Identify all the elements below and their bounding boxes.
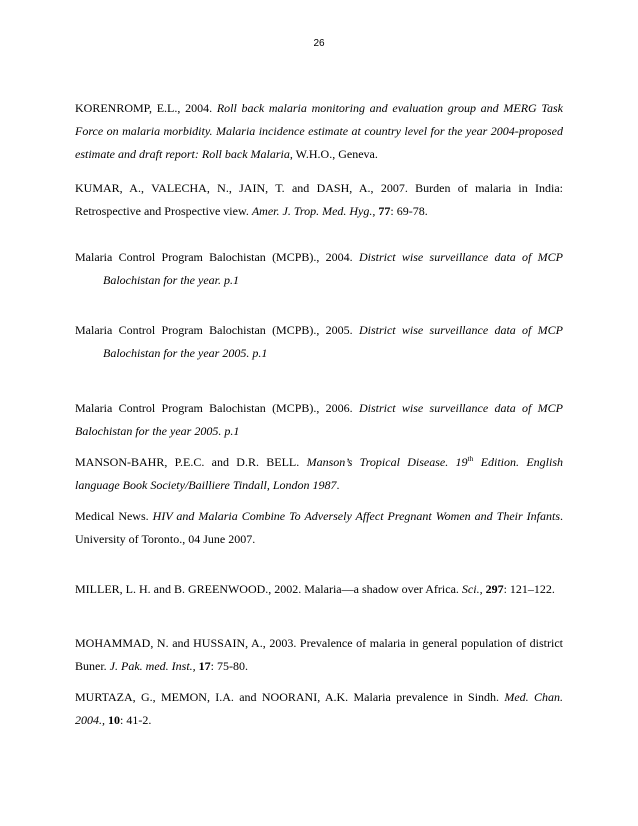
reference-text-part: Malaria Control Program Balochistan (MCPB)., 2004.	[75, 250, 359, 264]
reference-murtaza-2004	[75, 686, 563, 732]
reference-text-part: District wise surveillance data of MCP Balochistan for the year 2005. p.1	[103, 323, 563, 360]
reference-text-part: Med. Chan. 2004.,	[75, 690, 563, 727]
reference-text-part: . University of Toronto., 04 June 2007.	[75, 509, 563, 546]
reference-text-part: MURTAZA, G., MEMON, I.A. and NOORANI, A.K. Malaria prevalence in Sindh.	[75, 690, 505, 704]
reference-kumar-2007	[75, 177, 563, 223]
reference-text-part: Edition. English language Book Society/Bailliere Tindall, London 1987	[75, 455, 563, 492]
reference-text-part: HIV and Malaria Combine To Adversely Affect Pregnant Women and Their Infants	[152, 509, 560, 523]
reference-mohammad-2003	[75, 632, 563, 678]
reference-text-part: th	[467, 454, 474, 463]
reference-text-part: KORENROMP, E.L., 2004.	[75, 101, 217, 115]
reference-miller-2002	[75, 578, 563, 601]
reference-mcpb-2006	[75, 397, 563, 443]
reference-text-part: Malaria Control Program Balochistan (MCPB)., 2006.	[75, 401, 359, 415]
reference-text-part: 77	[378, 204, 391, 218]
reference-text-part: J. Pak. med. Inst.,	[109, 659, 196, 673]
reference-text-part: District wise surveillance data of MCP Balochistan for the year. p.1	[103, 250, 563, 287]
page-number: 26	[313, 38, 325, 49]
reference-mcpb-2005	[75, 319, 563, 365]
reference-text-part: Amer. J. Trop. Med. Hyg.,	[251, 204, 376, 218]
reference-text-part: Roll back malaria monitoring and evaluation group and MERG Task Force on malaria morbidity. Malaria incidence estimate at country level for the year 2004-proposed estimate and draft report: Roll back Malaria	[75, 101, 563, 161]
reference-text-part: : 121–122.	[503, 582, 555, 596]
reference-text-part: Manson’s Tropical Disease. 19	[306, 455, 468, 469]
reference-manson-bahr-1987	[75, 451, 563, 497]
reference-text-part: 297	[485, 582, 504, 596]
reference-text-part: .	[336, 478, 340, 492]
reference-text-part: District wise surveillance data of MCP Balochistan for the year 2005. p.1	[75, 401, 563, 438]
reference-medical-news-2007	[75, 505, 563, 551]
reference-text-part: , W.H.O., Geneva.	[289, 147, 378, 161]
reference-text-part: KUMAR, A., VALECHA, N., JAIN, T. and DASH, A., 2007. Burden of malaria in India: Retrospective and Prospective view.	[75, 181, 563, 218]
reference-text-part: : 41-2.	[120, 713, 152, 727]
reference-text-part: MILLER, L. H. and B. GREENWOOD., 2002. Malaria—a shadow over Africa.	[75, 582, 462, 596]
reference-text-part: MOHAMMAD, N. and HUSSAIN, A., 2003. Prevalence of malaria in general population of district Buner.	[75, 636, 563, 673]
reference-text-part: 10	[108, 713, 120, 727]
reference-text-part: Sci.,	[461, 582, 483, 596]
reference-text-part: Malaria Control Program Balochistan (MCPB)., 2005.	[75, 323, 359, 337]
reference-korenromp-2004	[75, 97, 563, 166]
reference-text-part: : 69-78.	[390, 204, 428, 218]
reference-text-part: MANSON-BAHR, P.E.C. and D.R. BELL.	[75, 455, 307, 469]
reference-text-part: 17	[198, 659, 211, 673]
reference-mcpb-2004	[75, 246, 563, 292]
reference-text-part: Medical News.	[75, 509, 153, 523]
reference-text-part: : 75-80.	[210, 659, 248, 673]
